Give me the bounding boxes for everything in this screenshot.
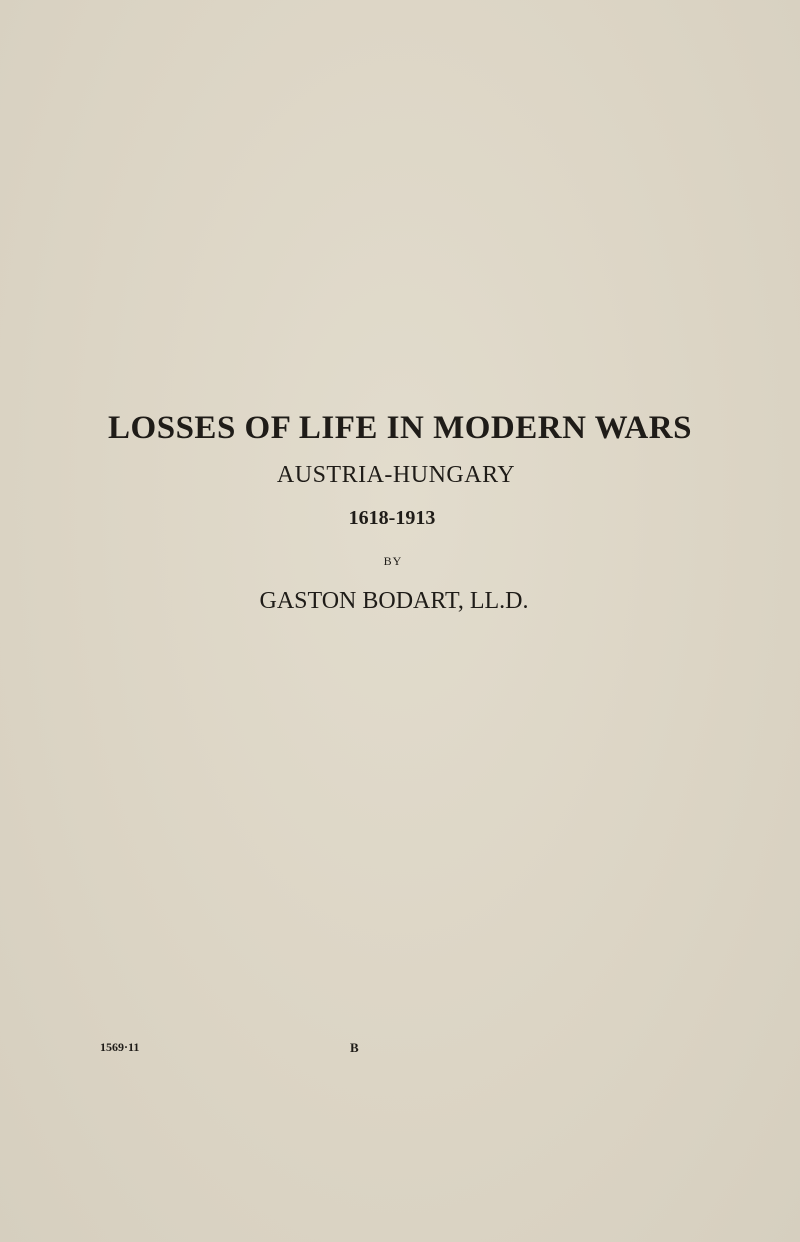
book-subtitle: AUSTRIA-HUNGARY (276, 462, 516, 488)
by-line: BY (383, 554, 403, 568)
author-name: GASTON BODART, LL.D. (259, 588, 529, 614)
signature-mark: B (350, 1040, 359, 1055)
printer-signature: 1569·11 (100, 1040, 140, 1054)
book-title: LOSSES OF LIFE IN MODERN WARS (108, 410, 692, 446)
date-range: 1618-1913 (348, 507, 436, 529)
